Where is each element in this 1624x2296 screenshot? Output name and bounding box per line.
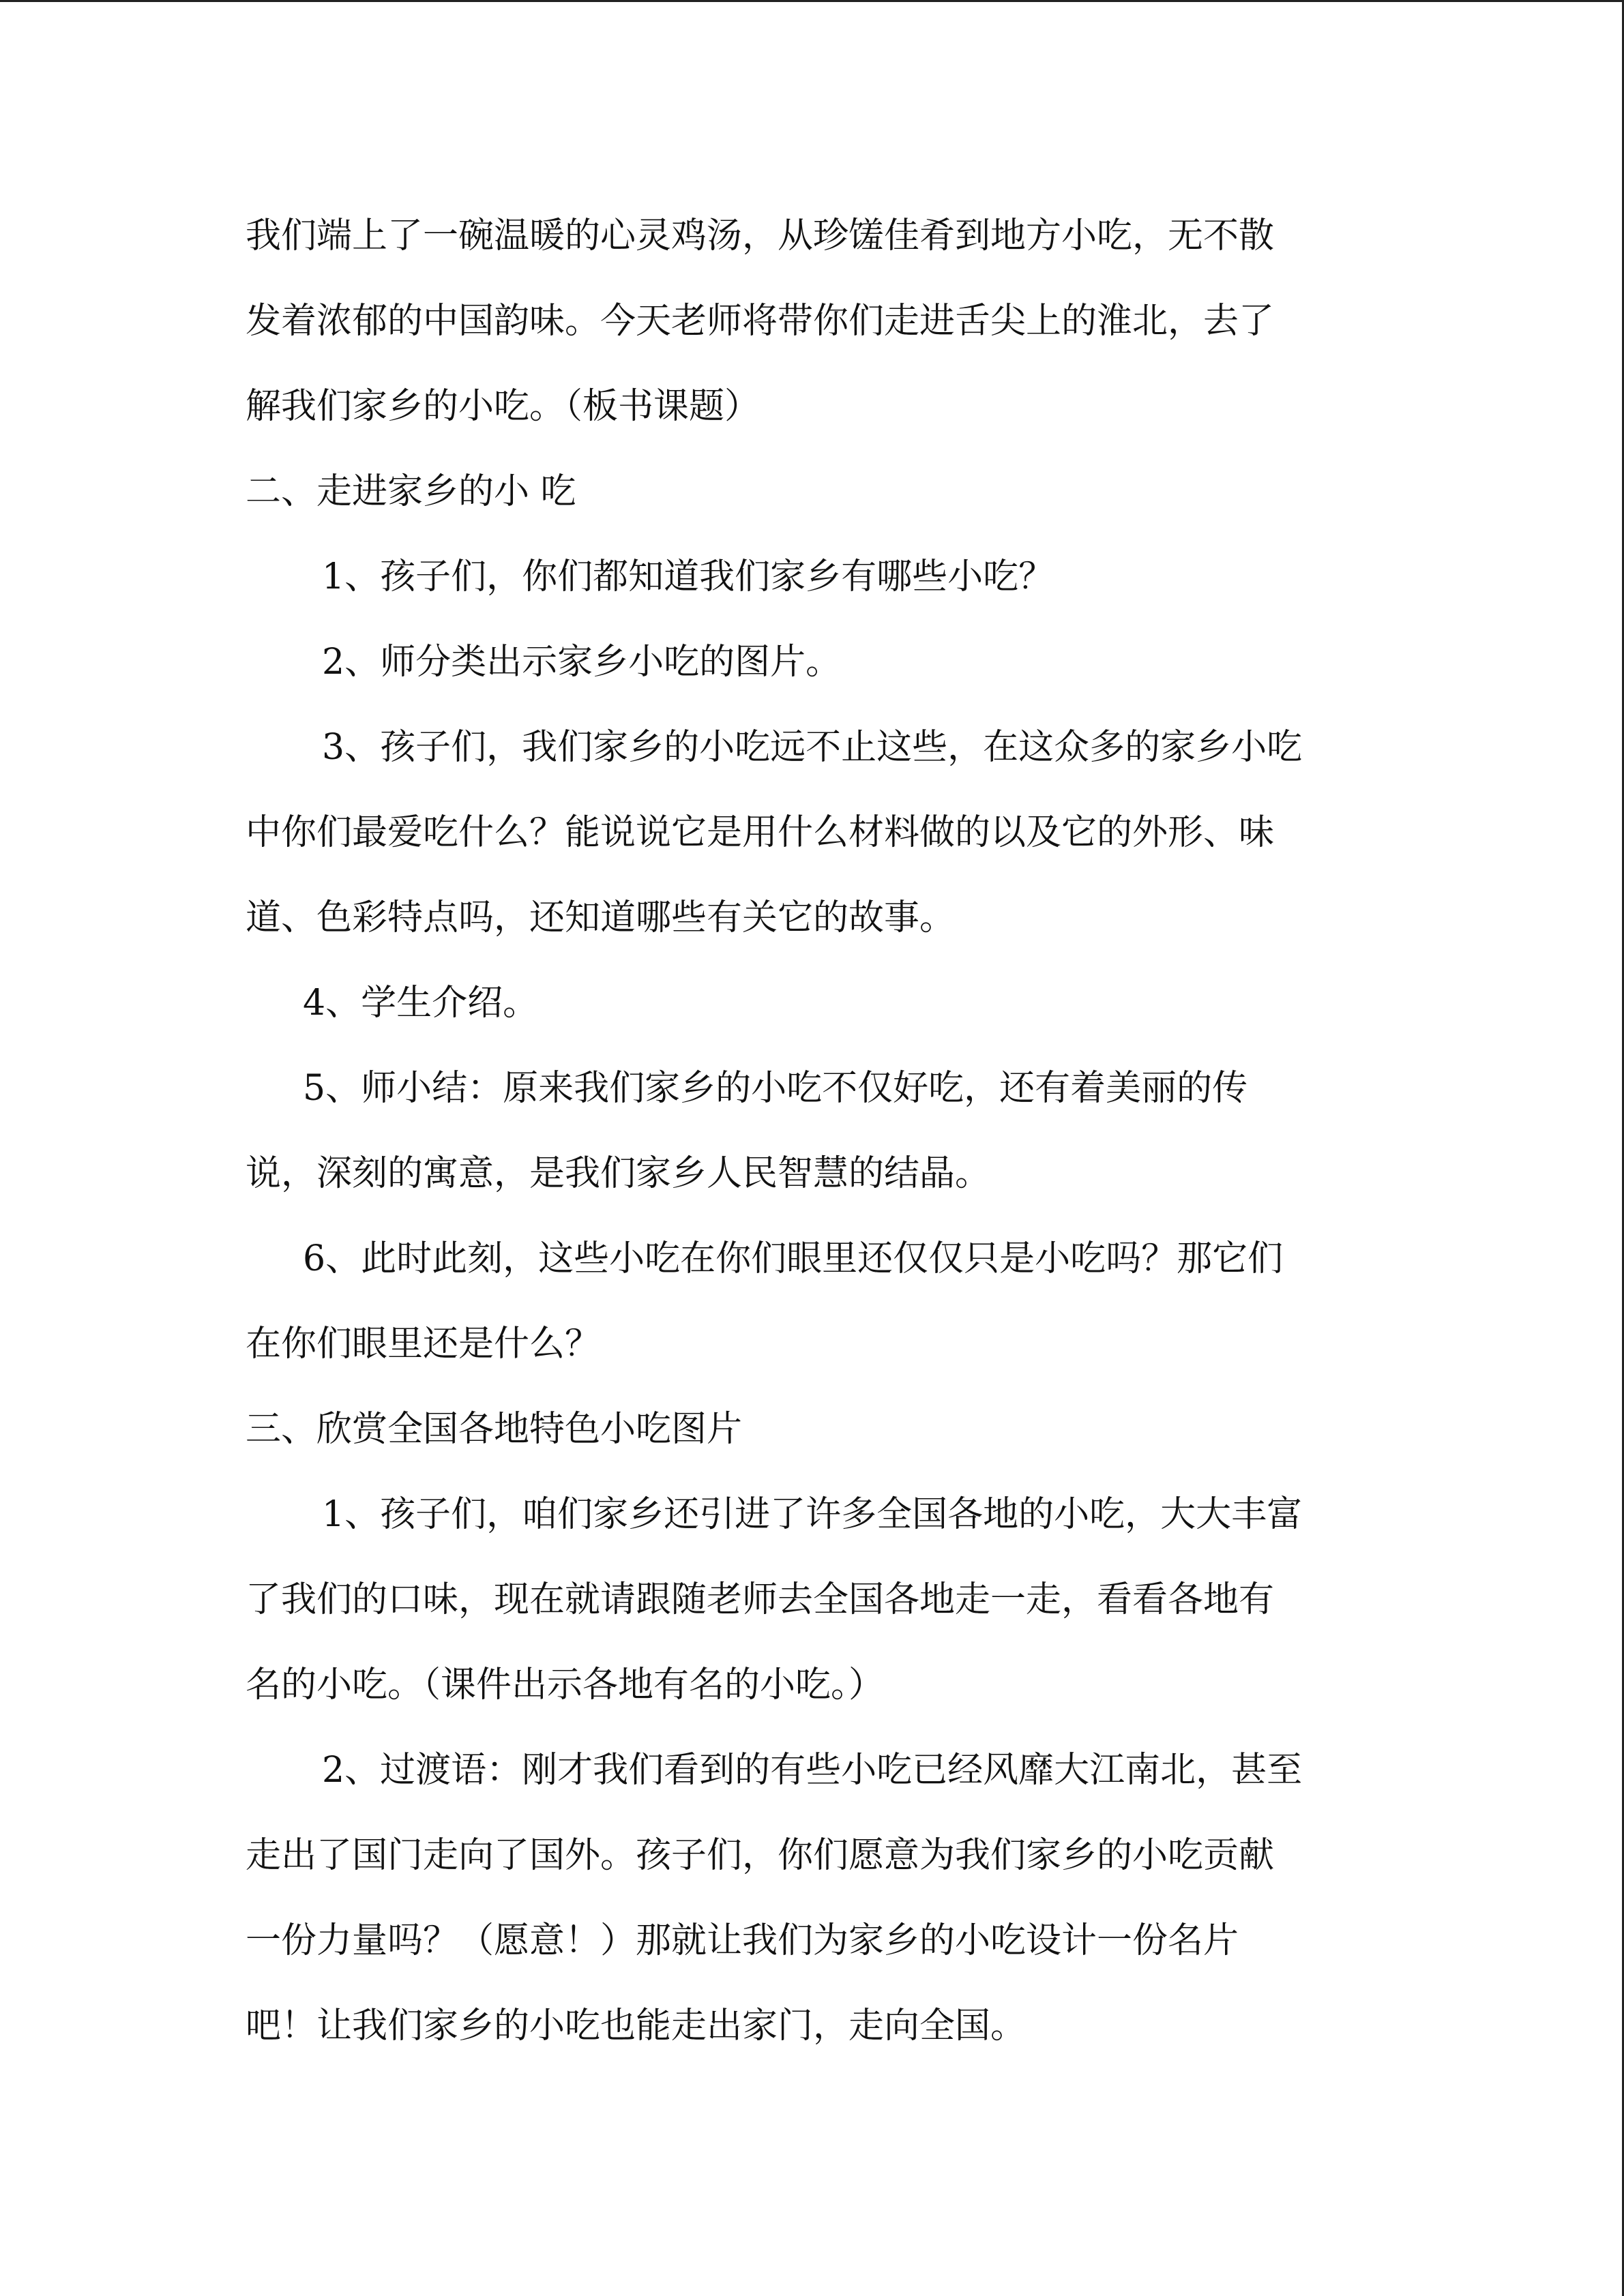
list-item: 2、过渡语：刚才我们看到的有些小吃已经风靡大江南北，甚至: [322, 1750, 1303, 1791]
page-border-top: [0, 0, 1624, 2]
section-heading: 三、欣赏全国各地特色小吃图片: [246, 1409, 743, 1450]
list-item: 4、学生介绍。: [303, 983, 539, 1024]
paragraph-line: 一份力量吗？（愿意！）那就让我们为家乡的小吃设计一份名片: [246, 1920, 1239, 1961]
list-item: 6、此时此刻，这些小吃在你们眼里还仅仅只是小吃吗？那它们: [303, 1238, 1284, 1279]
paragraph-line: 在你们眼里还是什么？: [246, 1324, 601, 1365]
paragraph-line: 了我们的口味，现在就请跟随老师去全国各地走一走，看看各地有: [246, 1579, 1275, 1620]
paragraph-line: 中你们最爱吃什么？能说说它是用什么材料做的以及它的外形、味: [246, 812, 1275, 853]
paragraph-line: 道、色彩特点吗，还知道哪些有关它的故事。: [246, 897, 956, 938]
list-item: 2、师分类出示家乡小吃的图片。: [322, 642, 842, 683]
section-heading: 二、走进家乡的小 吃: [246, 471, 576, 512]
paragraph-line: 我们端上了一碗温暖的心灵鸡汤，从珍馐佳肴到地方小吃，无不散: [246, 215, 1275, 256]
paragraph-line: 名的小吃。（课件出示各地有名的小吃。）: [246, 1665, 885, 1705]
paragraph-line: 发着浓郁的中国韵味。今天老师将带你们走进舌尖上的淮北，去了: [246, 301, 1275, 342]
list-item: 1、孩子们，咱们家乡还引进了许多全国各地的小吃，大大丰富: [322, 1494, 1303, 1535]
list-item: 1、孩子们，你们都知道我们家乡有哪些小吃？: [322, 556, 1054, 597]
paragraph-line: 解我们家乡的小吃。（板书课题）: [246, 386, 761, 427]
paragraph-line: 走出了国门走向了国外。孩子们，你们愿意为我们家乡的小吃贡献: [246, 1835, 1275, 1876]
list-item: 3、孩子们，我们家乡的小吃远不止这些，在这众多的家乡小吃: [322, 727, 1303, 768]
list-item: 5、师小结：原来我们家乡的小吃不仅好吃，还有着美丽的传: [303, 1068, 1248, 1109]
paragraph-line: 吧！让我们家乡的小吃也能走出家门，走向全国。: [246, 2006, 1027, 2046]
paragraph-line: 说，深刻的寓意，是我们家乡人民智慧的结晶。: [246, 1153, 991, 1194]
